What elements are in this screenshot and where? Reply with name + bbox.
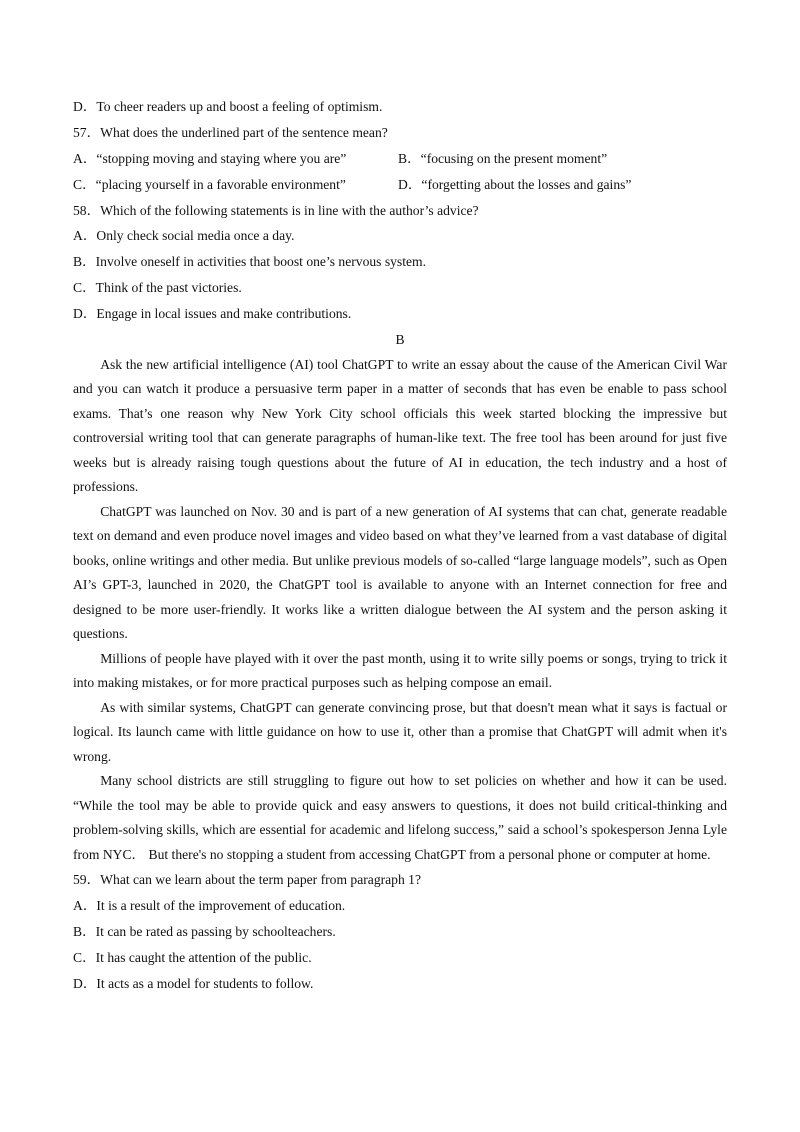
q58-option-b: B．Involve oneself in activities that boost one’s nervous system. — [73, 254, 427, 270]
q58-option-c: C．Think of the past victories. — [73, 280, 242, 296]
passage-paragraph-5: Many school districts are still struggling to figure out how to set policies on whether and how it can be used. “While the tool may be able to provide quick and easy answers to questions, it does not build critical-thinking and problem-solving skills, which are essential for academic and lifelong success,” said a school’s spokesperson Jenna Lyle from NYC． But there's no stopping a student from accessing ChatGPT from a personal phone or computer at home. — [73, 773, 727, 862]
section-label: B — [395, 332, 405, 348]
q58-option-a: A．Only check social media once a day. — [73, 228, 295, 244]
q59-stem: 59．What can we learn about the term paper from paragraph 1? — [73, 872, 421, 888]
q59-option-c: C．It has caught the attention of the public. — [73, 950, 312, 966]
passage-paragraph-2: ChatGPT was launched on Nov. 30 and is part of a new generation of AI systems that can chat, generate readable text on demand and even produce novel images and video based on what they’ve learned from a vast database of digital books, online writings and other media. But unlike previous models of so-called “large language models”, such as Open AI’s GPT-3, launched in 2020, the ChatGPT tool is available to anyone with an Internet connection for free and designed to be more user-friendly. It works like a written dialogue between the AI system and the person asking it questions. — [73, 503, 727, 642]
q57-option-a: A．“stopping moving and staying where you are” — [73, 150, 347, 166]
passage-paragraph-4: As with similar systems, ChatGPT can generate convincing prose, but that doesn't mean what it says is factual or logical. Its launch came with little guidance on how to use it, other than a promise that ChatGPT will admit when it's wrong. — [73, 699, 727, 764]
q57-option-d: D．“forgetting about the losses and gains” — [398, 176, 632, 192]
q57-options-row-1 — [73, 146, 727, 172]
exam-page — [73, 94, 727, 997]
passage-paragraph-3: Millions of people have played with it over the past month, using it to write silly poems or songs, trying to trick it into making mistakes, or for more practical purposes such as helping compose an email. — [73, 650, 727, 691]
q58-stem: 58．Which of the following statements is in line with the author’s advice? — [73, 202, 479, 218]
q59-option-d: D．It acts as a model for students to follow. — [73, 975, 314, 991]
q57-option-b: B．“focusing on the present moment” — [398, 150, 608, 166]
q57-options-row-2 — [73, 172, 727, 198]
q59-option-a: A．It is a result of the improvement of education. — [73, 898, 346, 914]
q57-stem: 57．What does the underlined part of the sentence mean? — [73, 124, 388, 140]
q57-option-c: C．“placing yourself in a favorable environment” — [73, 176, 346, 192]
passage-paragraph-1: Ask the new artificial intelligence (AI) tool ChatGPT to write an essay about the cause of the American Civil War and you can watch it produce a persuasive term paper in a matter of seconds that has even be enable to pass school exams. That’s one reason why New York City school officials this week started blocking the impressive but controversial writing tool that can generate paragraphs of human-like text. The free tool has been around for just five weeks but is already raising tough questions about the future of AI in education, the tech industry and a host of professions. — [73, 356, 727, 495]
q58-option-d: D．Engage in local issues and make contributions. — [73, 306, 352, 322]
q56-option-d: D．To cheer readers up and boost a feeling of optimism. — [73, 99, 383, 114]
q59-option-b: B．It can be rated as passing by schoolteachers. — [73, 924, 336, 940]
